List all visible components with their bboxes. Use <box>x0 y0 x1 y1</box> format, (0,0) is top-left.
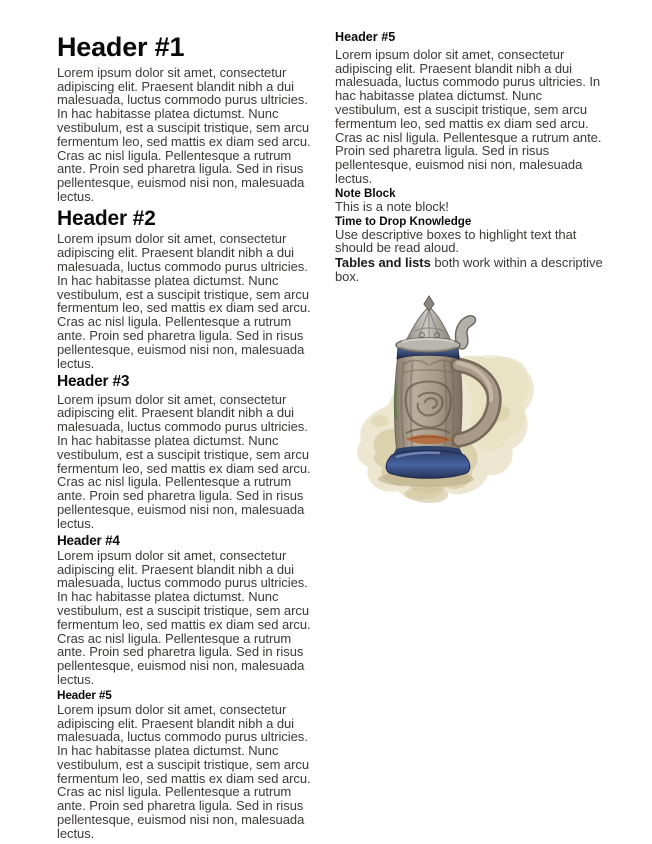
stein-base <box>386 446 470 478</box>
green-accent <box>395 385 396 419</box>
paragraph-4: Lorem ipsum dolor sit amet, consectetur adipiscing elit. Praesent blandit nibh a dui malesuada, luctus commodo purus ultricies. In hac habitasse platea dictumst. Nunc vestibulum, est a suscipit tristique, sem arcu fermentum leo, sed mattis ex diam sed arcu. Cras ac nisl ligula. Pellentesque a rutrum ante. Proin sed pharetra ligula. Sed in risus pellentesque, euismod nisi non, malesuada lectus. <box>57 547 311 687</box>
knowledge-text: Use descriptive boxes to highlight text that should be read aloud. <box>335 226 577 256</box>
tables-lists-line <box>335 256 610 284</box>
knowledge-label: Time to Drop Knowledge <box>335 214 472 228</box>
tables-lists-rest: both work within a descriptive box. <box>335 255 603 284</box>
left-column <box>57 34 322 842</box>
heading-5-right: Header #5 <box>335 30 396 44</box>
right-column <box>335 31 610 285</box>
heading-1: Header #1 <box>57 32 185 62</box>
note-block-label: Note Block <box>335 186 396 200</box>
paragraph-5: Lorem ipsum dolor sit amet, consectetur adipiscing elit. Praesent blandit nibh a dui malesuada, luctus commodo purus ultricies. In hac habitasse platea dictumst. Nunc vestibulum, est a suscipit tristique, sem arcu fermentum leo, sed mattis ex diam sed arcu. Cras ac nisl ligula. Pellentesque a rutrum ante. Proin sed pharetra ligula. Sed in risus pellentesque, euismod nisi non, malesuada lectus. <box>57 701 311 841</box>
stein-lid <box>396 296 475 352</box>
heading-4: Header #4 <box>57 532 120 548</box>
beer-stein-image <box>346 293 550 513</box>
heading-5: Header #5 <box>57 687 112 702</box>
note-block-text: This is a note block! <box>335 198 449 214</box>
paragraph-3: Lorem ipsum dolor sit amet, consectetur adipiscing elit. Praesent blandit nibh a dui malesuada, luctus commodo purus ultricies. In hac habitasse platea dictumst. Nunc vestibulum, est a suscipit tristique, sem arcu fermentum leo, sed mattis ex diam sed arcu. Cras ac nisl ligula. Pellentesque a rutrum ante. Proin sed pharetra ligula. Sed in risus pellentesque, euismod nisi non, malesuada lectus. <box>57 391 311 531</box>
paragraph-2: Lorem ipsum dolor sit amet, consectetur adipiscing elit. Praesent blandit nibh a dui malesuada, luctus commodo purus ultricies. In hac habitasse platea dictumst. Nunc vestibulum, est a suscipit tristique, sem arcu fermentum leo, sed mattis ex diam sed arcu. Cras ac nisl ligula. Pellentesque a rutrum ante. Proin sed pharetra ligula. Sed in risus pellentesque, euismod nisi non, malesuada lectus. <box>57 231 311 371</box>
tables-lists-bold: Tables and lists <box>335 255 431 271</box>
paragraph-6: Lorem ipsum dolor sit amet, consectetur adipiscing elit. Praesent blandit nibh a dui malesuada, luctus commodo purus ultricies. In hac habitasse platea dictumst. Nunc vestibulum, est a suscipit tristique, sem arcu fermentum leo, sed mattis ex diam sed arcu. Cras ac nisl ligula. Pellentesque a rutrum ante. Proin sed pharetra ligula. Sed in risus pellentesque, euismod nisi non, malesuada lectus. <box>335 46 602 187</box>
paragraph-1: Lorem ipsum dolor sit amet, consectetur adipiscing elit. Praesent blandit nibh a dui malesuada, luctus commodo purus ultricies. In hac habitasse platea dictumst. Nunc vestibulum, est a suscipit tristique, sem arcu fermentum leo, sed mattis ex diam sed arcu. Cras ac nisl ligula. Pellentesque a rutrum ante. Proin sed pharetra ligula. Sed in risus pellentesque, euismod nisi non, malesuada lectus. <box>57 64 311 204</box>
lid-finial <box>424 296 434 311</box>
heading-2: Header #2 <box>57 206 156 230</box>
heading-3: Header #3 <box>57 373 130 391</box>
beer-stein-svg <box>346 293 550 513</box>
